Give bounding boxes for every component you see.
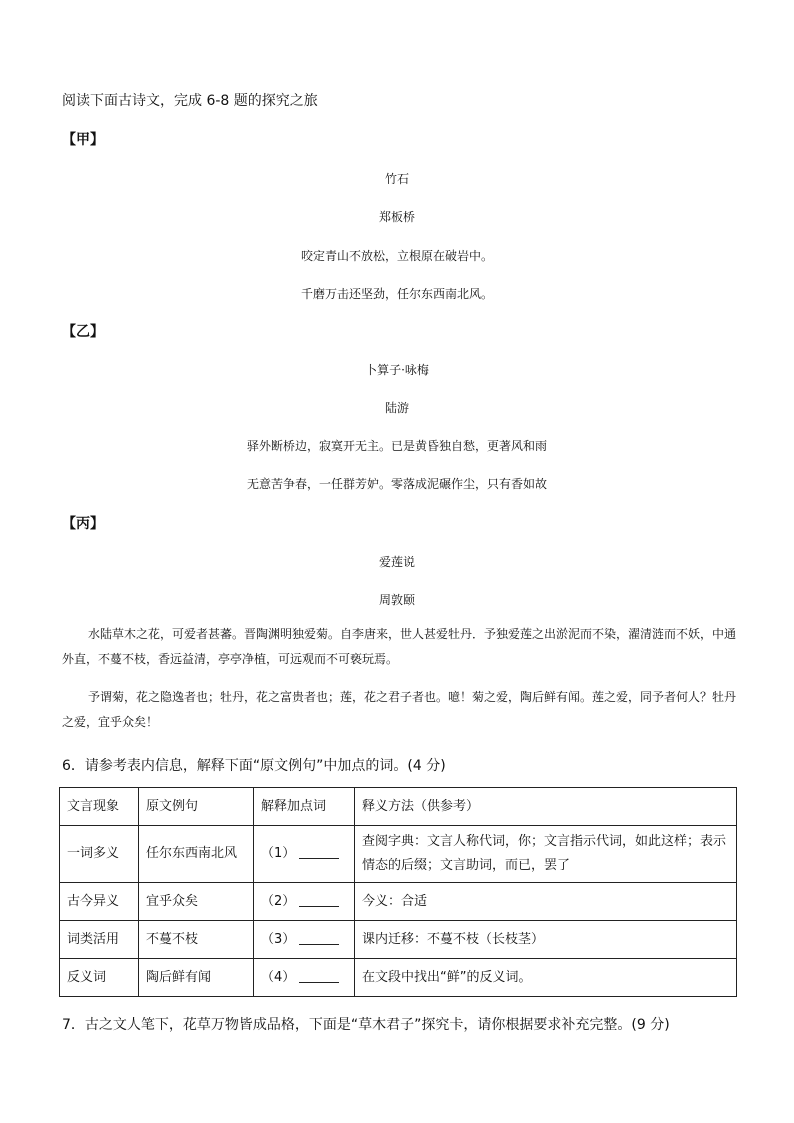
answer-cell[interactable]: [254, 959, 355, 997]
question-6: 6．请参考表内信息，解释下面“原文例句”中加点的词。(4 分): [62, 758, 446, 774]
answer-blank[interactable]: [299, 892, 339, 907]
poem-title-jia: 竹石: [384, 172, 409, 186]
poem-author-jia: 郑板桥: [378, 210, 415, 224]
table-row: [60, 959, 737, 997]
answer-number: （2）: [261, 893, 296, 909]
prose-title-bing: 爱莲说: [378, 555, 415, 569]
table-cell: 古今异义: [60, 883, 139, 921]
prose-author-bing: 周敦颐: [378, 593, 415, 607]
answer-cell[interactable]: [254, 883, 355, 921]
answer-number: （3）: [261, 931, 296, 947]
table-cell: 今义：合适: [355, 883, 737, 921]
table-cell: 查阅字典：文言人称代词，你；文言指示代词，如此这样；表示情态的后缀；文言助词，而已，罢了: [355, 826, 737, 883]
table-cell: 词类活用: [60, 921, 139, 959]
answer-cell[interactable]: [254, 921, 355, 959]
poem-title-yi: 卜算子·咏梅: [365, 363, 429, 377]
answer-number: （1）: [261, 846, 296, 861]
table-header-cell: 原文例句: [139, 788, 254, 826]
prose-paragraph: 水陆草木之花，可爱者甚蕃。晋陶渊明独爱菊。自李唐来，世人甚爱牡丹．予独爱莲之出淤泥而不染，濯清涟而不妖，中通外直，不蔓不枝，香远益清，亭亭净植，可远观而不可亵玩焉。: [62, 627, 737, 666]
table-header-cell: 解释加点词: [254, 788, 355, 826]
answer-number: （4）: [261, 969, 296, 985]
table-cell: 反义词: [60, 959, 139, 997]
prose-paragraph: 予谓菊，花之隐逸者也；牡丹，花之富贵者也；莲，花之君子者也。噫！菊之爱，陶后鲜有闻。莲之爱，同予者何人？牡丹之爱，宜乎众矣！: [62, 690, 737, 729]
table-header-row: [60, 788, 737, 826]
table-cell: 一词多义: [60, 826, 139, 883]
question-7: 7．古之文人笔下，花草万物皆成品格，下面是“草木君子”探究卡，请你根据要求补充完整。(9 分): [62, 1017, 670, 1033]
answer-blank[interactable]: [299, 930, 339, 945]
intro-text: 阅读下面古诗文，完成 6-8 题的探究之旅: [62, 93, 318, 109]
table-header-cell: 文言现象: [60, 788, 139, 826]
table-header-cell: 释义方法（供参考）: [355, 788, 737, 826]
table-cell: 宜乎众矣: [139, 883, 254, 921]
poem-line: 咬定青山不放松，立根原在破岩中。: [300, 249, 493, 263]
table-cell: 在文段中找出“鲜”的反义词。: [355, 959, 737, 997]
section-label-yi: 【乙】: [62, 324, 104, 340]
table-row: [60, 883, 737, 921]
table-cell: 陶后鲜有闻: [139, 959, 254, 997]
poem-line: 千磨万击还坚劲，任尔东西南北风。: [300, 287, 493, 301]
answer-cell[interactable]: [254, 826, 355, 883]
table-cell: 任尔东西南北风: [139, 826, 254, 883]
section-label-bing: 【丙】: [62, 516, 104, 532]
poem-line: 无意苦争春，一任群芳妒。零落成泥碾作尘，只有香如故: [246, 477, 547, 491]
answer-blank[interactable]: [299, 968, 339, 983]
section-label-jia: 【甲】: [62, 132, 104, 148]
table-row: [60, 921, 737, 959]
poem-author-yi: 陆游: [384, 401, 409, 415]
answer-blank[interactable]: [299, 844, 339, 859]
poem-line: 驿外断桥边，寂寞开无主。已是黄昏独自愁，更著风和雨: [246, 439, 547, 453]
table-cell: 课内迁移：不蔓不枝（长枝茎）: [355, 921, 737, 959]
table-row: [60, 826, 737, 883]
vocab-table: [59, 787, 737, 997]
table-cell: 不蔓不枝: [139, 921, 254, 959]
